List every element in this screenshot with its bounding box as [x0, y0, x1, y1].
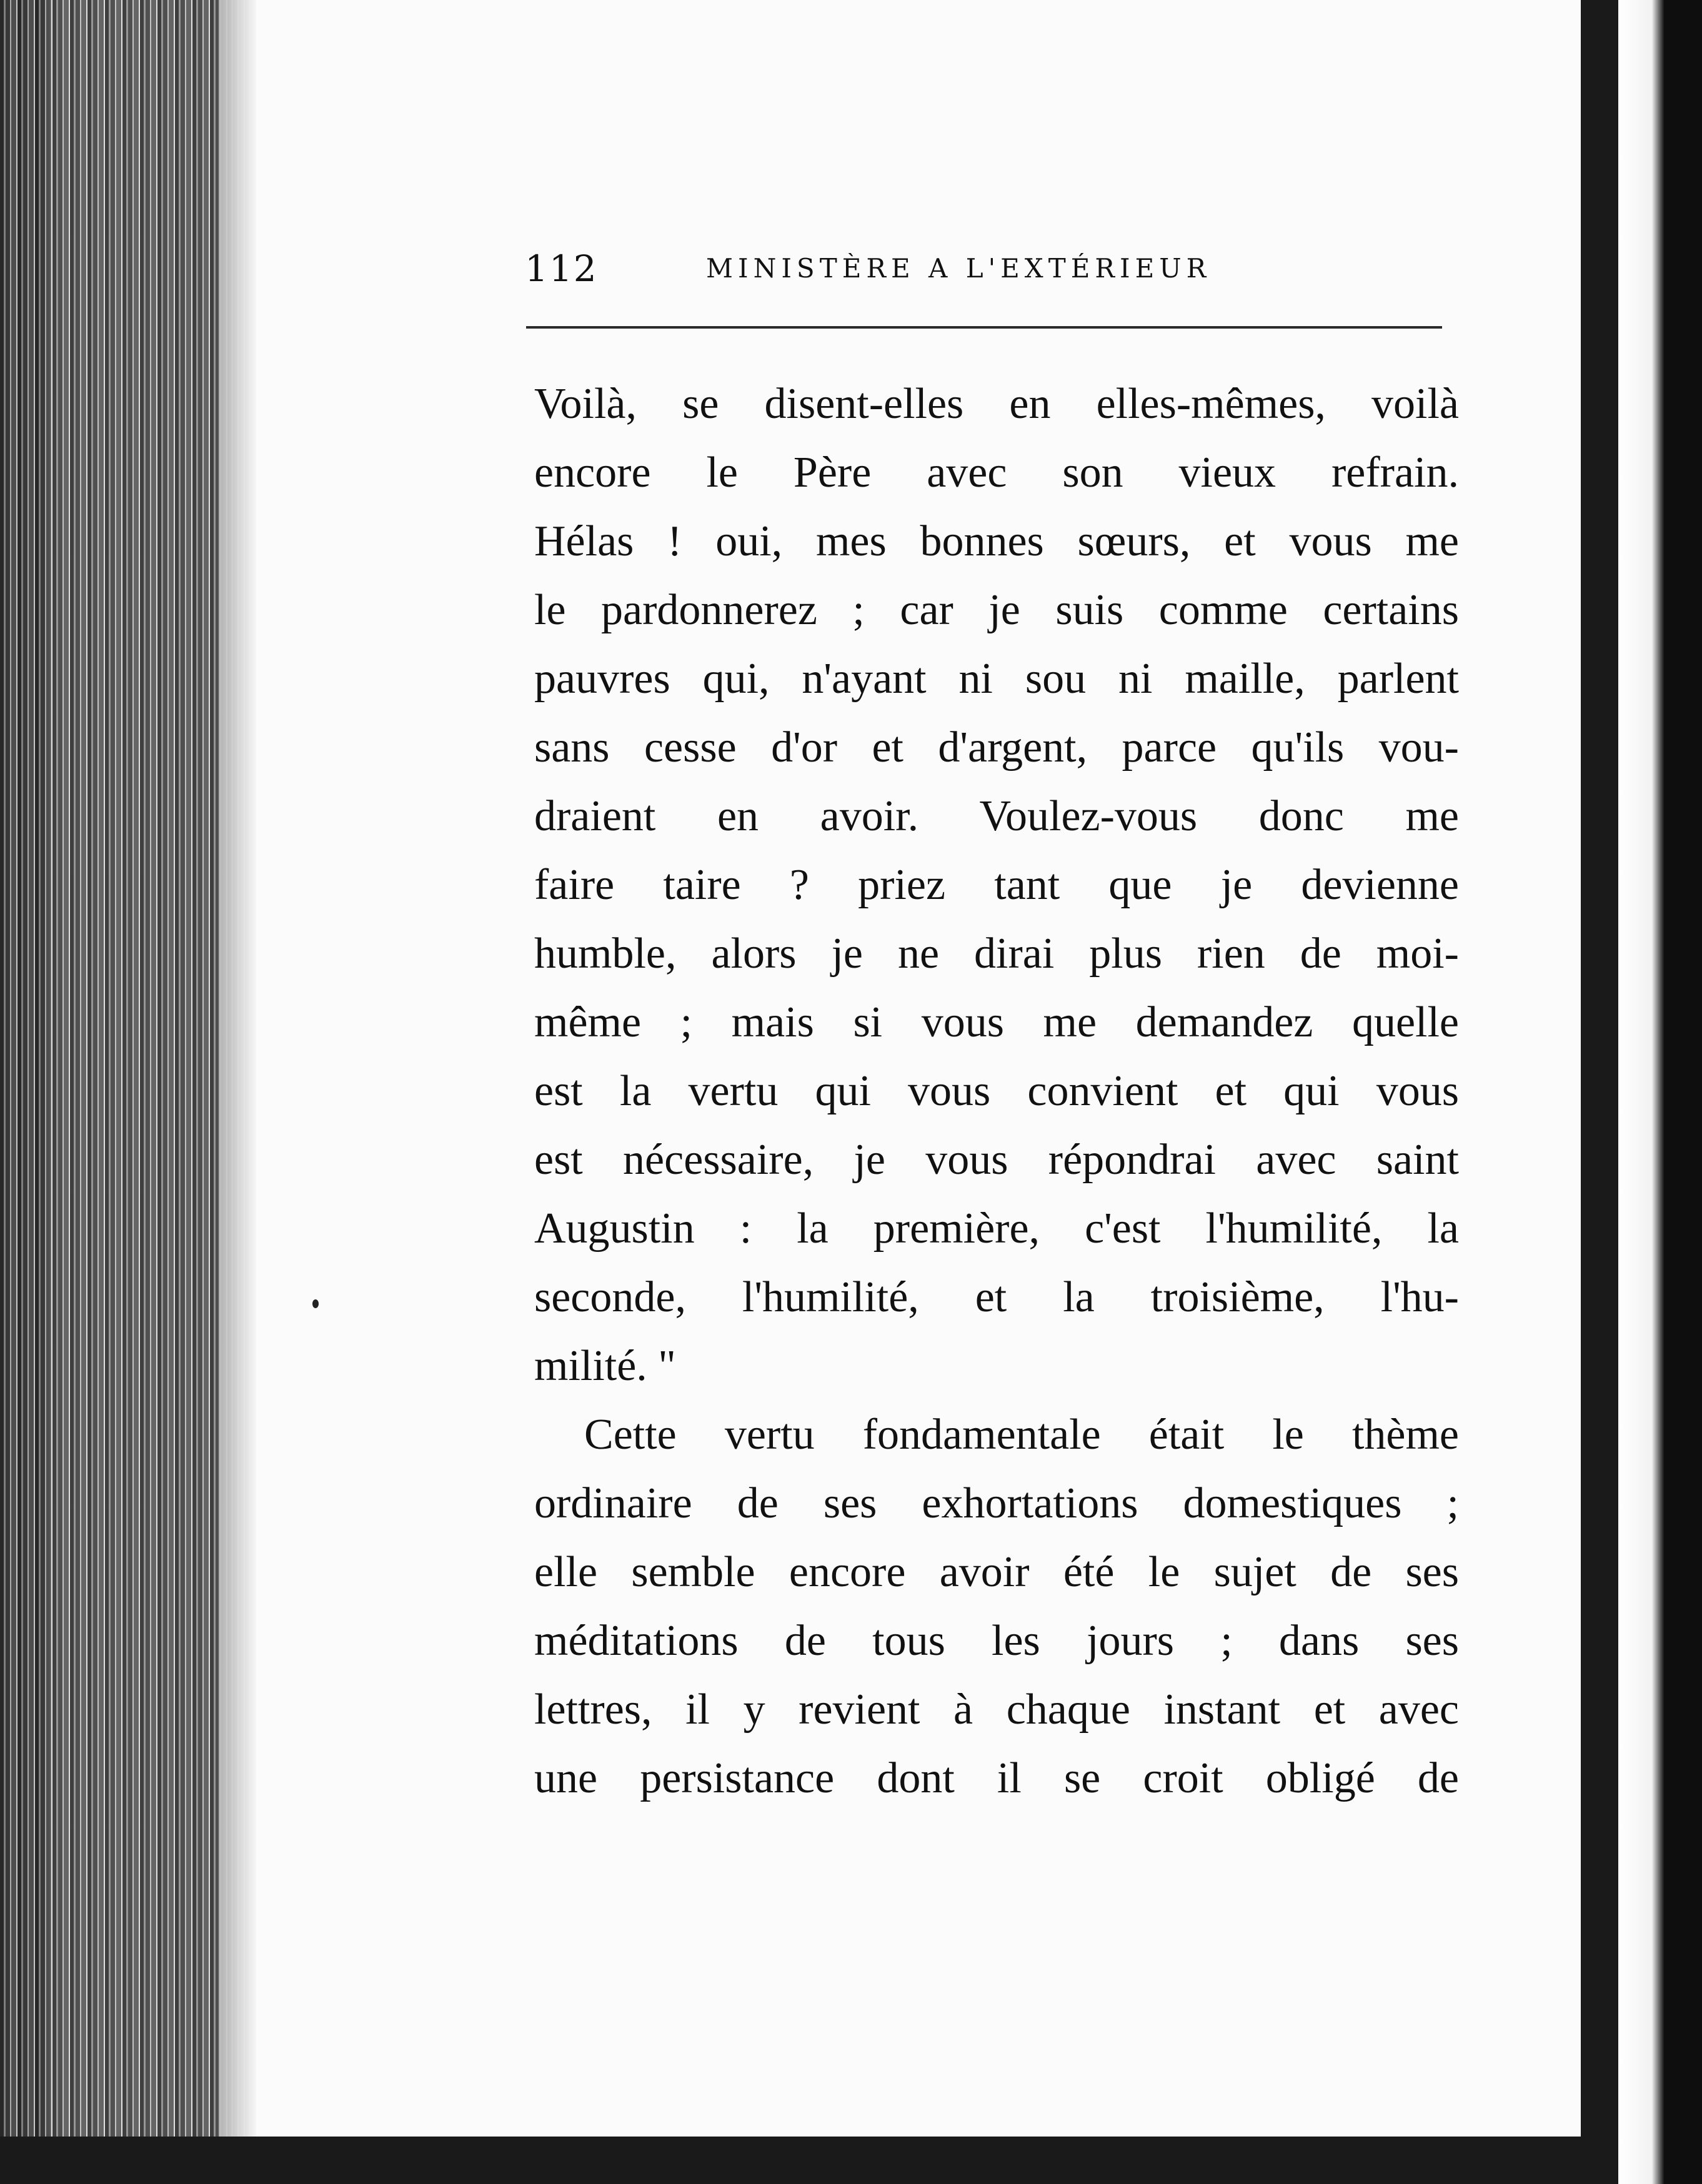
paragraph-start-line: Cette vertu fondamentale était le thème	[584, 1411, 1459, 1459]
text-line: seconde, l'humilité, et la troisième, l'hu-	[534, 1273, 1459, 1321]
book-binding	[1581, 0, 1618, 2184]
page-number: 112	[525, 247, 598, 290]
text-line: Voilà, se disent-elles en elles-mêmes, voilà	[534, 380, 1459, 428]
header-rule	[526, 326, 1442, 329]
text-line: est la vertu qui vous convient et qui vous	[534, 1067, 1459, 1115]
page-bottom-shadow	[0, 2137, 1600, 2184]
facing-page-edge	[1618, 0, 1702, 2184]
running-head: MINISTÈRE A L'EXTÉRIEUR	[706, 253, 1212, 284]
body-text	[534, 370, 1459, 1813]
text-line: lettres, il y revient à chaque instant et avec	[534, 1685, 1459, 1734]
ink-speck	[312, 1299, 319, 1308]
text-line: le pardonnerez ; car je suis comme certains	[534, 586, 1459, 634]
text-line: Augustin : la première, c'est l'humilité, la	[534, 1204, 1459, 1253]
text-line: ordinaire de ses exhortations domestiques ;	[534, 1479, 1459, 1527]
text-line: humble, alors je ne dirai plus rien de moi-	[534, 930, 1459, 978]
text-line: sans cesse d'or et d'argent, parce qu'ils vou-	[534, 723, 1459, 772]
text-line: encore le Père avec son vieux refrain.	[534, 449, 1459, 497]
text-line: même ; mais si vous me demandez quelle	[534, 998, 1459, 1046]
text-line: est nécessaire, je vous répondrai avec saint	[534, 1136, 1459, 1184]
text-line: faire taire ? priez tant que je devienne	[534, 861, 1459, 909]
text-line: méditations de tous les jours ; dans ses	[534, 1617, 1459, 1665]
text-line: Hélas ! oui, mes bonnes sœurs, et vous me	[534, 517, 1459, 565]
text-line: elle semble encore avoir été le sujet de ses	[534, 1548, 1459, 1596]
stacked-page-edges	[0, 0, 256, 2184]
text-line: pauvres qui, n'ayant ni sou ni maille, parlent	[534, 655, 1459, 703]
text-line: une persistance dont il se croit obligé de	[534, 1754, 1459, 1802]
text-line: draient en avoir. Voulez-vous donc me	[534, 792, 1459, 840]
text-line: milité. "	[534, 1342, 676, 1390]
page-header	[525, 241, 1443, 297]
